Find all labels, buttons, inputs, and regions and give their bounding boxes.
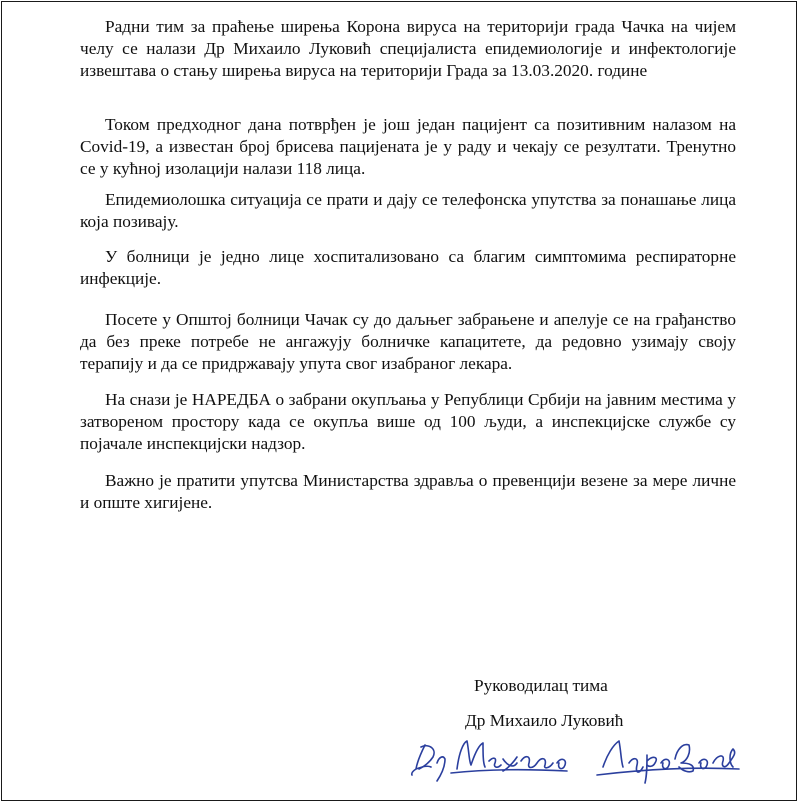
document-page <box>1 1 797 801</box>
paragraph-gathering-order: На снази је НАРЕДБА о забрани окупљања у Републици Србији на јавним местима у затвореном простору када се окупља више од 100 људи, а инспекцијске службе су појачале инспекцијски надзор. <box>80 390 736 453</box>
paragraph-phone-guidance: Епидемиолошка ситуација се прати и дају се телефонска упутства за понашање лица која позивају. <box>80 190 736 231</box>
paragraph-hospital-visits: Посете у Општој болници Чачак су до даљњег забрањене и апелује се на грађанство да без преке потребе не ангажују болничке капацитете, да редовно узимају своју терапију и да се придржавају упута свог изабраног лекара. <box>80 310 736 373</box>
paragraph-team-report: Радни тим за праћење ширења Корона вируса на територији града Чачка на чијем челу се налази Др Михаило Луковић специјалиста епидемиологије и инфектологије извештава о стању ширења вируса на територији Града за 13.03.2020. године <box>80 17 736 80</box>
handwritten-signature <box>407 723 747 789</box>
paragraph-new-case: Током предходног дана потврђен је још један пацијент са позитивним налазом на Covid-19, а известан број брисева пацијената је у раду и чекају се резултати. Тренутно се у кућној изолацији налази 118 лица. <box>80 115 736 178</box>
signature-title: Руководилац тима <box>474 676 608 695</box>
paragraph-hospitalized: У болници је једно лице хоспитализовано са благим симптомима респираторне инфекције. <box>80 247 736 288</box>
paragraph-hygiene-guidance: Важно је пратити упутсва Министарства здравља о превенцији везене за мере личне и опште хигијене. <box>80 471 736 512</box>
signature-name: Др Михаило Луковић <box>465 711 624 730</box>
